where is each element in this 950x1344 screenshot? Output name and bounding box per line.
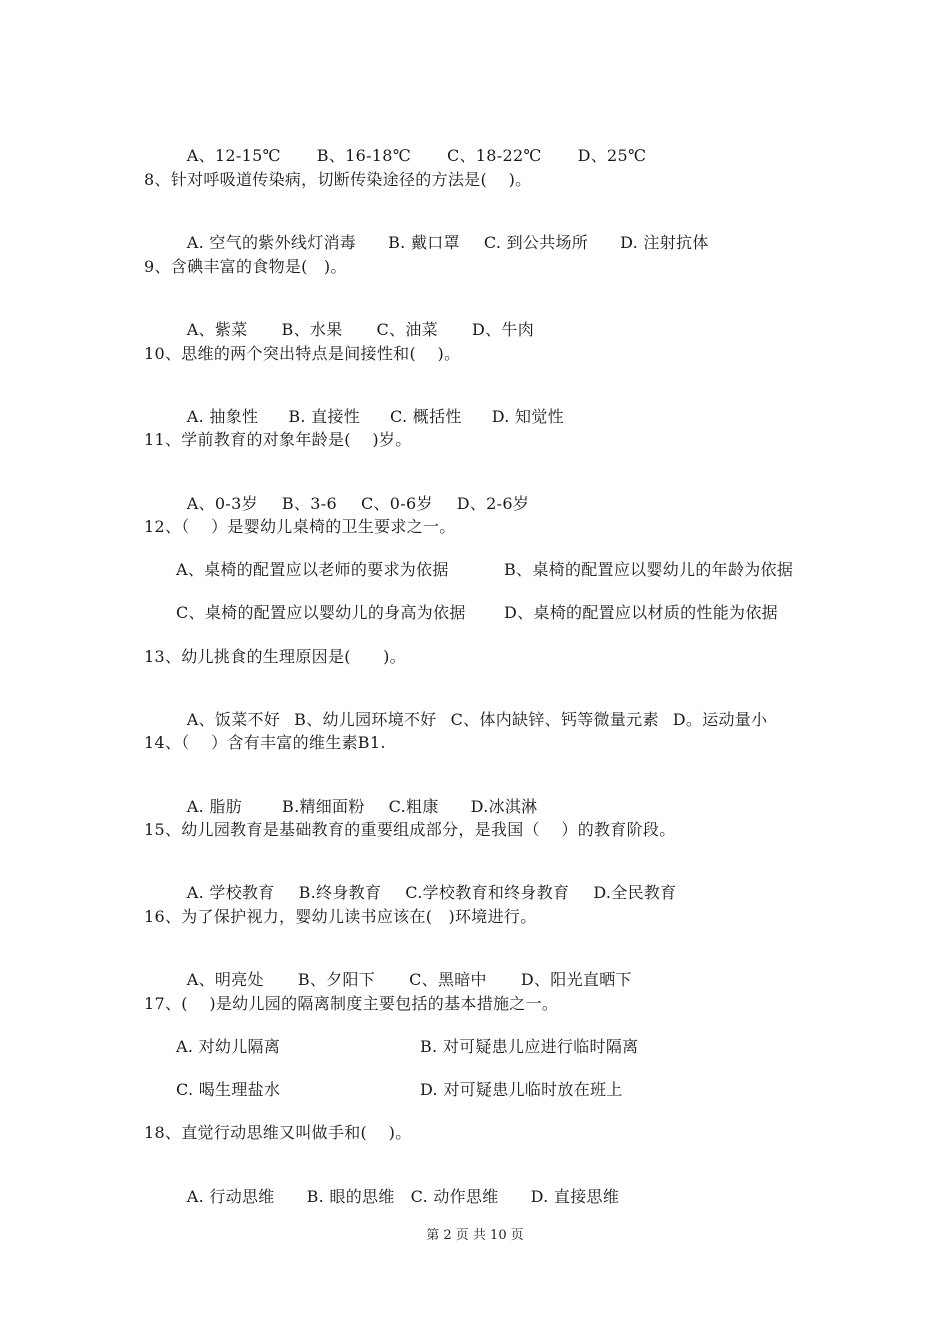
option-a: A. 脂肪 <box>186 797 243 816</box>
question-18-stem: 18、直觉行动思维又叫做手和( )。 <box>144 1123 412 1142</box>
option-c: C.粗康 <box>388 797 439 816</box>
q11-options <box>176 474 529 514</box>
q18-options <box>176 1167 619 1207</box>
option-b: B.终身教育 <box>298 883 382 902</box>
question-10-stem: 10、思维的两个突出特点是间接性和( )。 <box>144 344 461 363</box>
option-c: C. 动作思维 <box>410 1187 499 1206</box>
question-14-stem: 14、（ ）含有丰富的维生素B1. <box>144 733 386 752</box>
q15-options <box>176 863 676 903</box>
option-a: A、紫菜 <box>186 320 248 339</box>
option-d: D.全民教育 <box>593 883 677 902</box>
option-c: C. 概括性 <box>390 407 462 426</box>
option-a: A. 学校教育 <box>186 883 275 902</box>
option-a: A. 行动思维 <box>186 1187 275 1206</box>
option-b: B. 眼的思维 <box>306 1187 395 1206</box>
option-d: D、2-6岁 <box>456 494 530 513</box>
option-b: B.精细面粉 <box>282 797 365 816</box>
option-c: C、18-22℃ <box>446 146 542 165</box>
q12-option-d: D、桌椅的配置应以材质的性能为依据 <box>504 603 778 622</box>
q17-option-b: B. 对可疑患儿应进行临时隔离 <box>420 1037 639 1056</box>
q14-options <box>176 777 538 817</box>
option-d: D. 直接思维 <box>530 1187 620 1206</box>
q8-options <box>176 213 709 253</box>
q12-option-b: B、桌椅的配置应以婴幼儿的年龄为依据 <box>504 560 794 579</box>
q17-option-d: D. 对可疑患儿临时放在班上 <box>420 1080 623 1099</box>
option-d: D. 知觉性 <box>491 407 564 426</box>
question-15-stem: 15、幼儿园教育是基础教育的重要组成部分，是我国（ ）的教育阶段。 <box>144 820 676 839</box>
option-b: B、3-6 <box>281 494 337 513</box>
option-b: B. 戴口罩 <box>388 233 460 252</box>
option-d: D、25℃ <box>577 146 647 165</box>
option-d: D、牛肉 <box>471 320 534 339</box>
option-d: D、阳光直晒下 <box>520 970 632 989</box>
option-c: C、体内缺锌、钙等微量元素 <box>450 710 659 729</box>
option-a: A、饭菜不好 <box>186 710 281 729</box>
q12-option-a: A、桌椅的配置应以老师的要求为依据 <box>176 560 449 579</box>
q17-option-a: A. 对幼儿隔离 <box>176 1037 281 1056</box>
page-footer: 第 2 页 共 10 页 <box>426 1228 524 1243</box>
option-a: A、0-3岁 <box>186 494 258 513</box>
q7-options <box>176 126 646 166</box>
option-d: D。运动量小 <box>672 710 768 729</box>
option-a: A、明亮处 <box>186 970 264 989</box>
option-d: D. 注射抗体 <box>620 233 709 252</box>
q17-option-c: C. 喝生理盐水 <box>176 1080 281 1099</box>
option-d: D.冰淇淋 <box>470 797 538 816</box>
option-b: B、16-18℃ <box>316 146 411 165</box>
option-b: B、夕阳下 <box>297 970 376 989</box>
option-b: B. 直接性 <box>288 407 361 426</box>
q9-options <box>176 300 534 340</box>
option-a: A、12-15℃ <box>186 146 281 165</box>
q10-options <box>176 387 564 427</box>
option-b: B、幼儿园环境不好 <box>294 710 437 729</box>
q12-option-c: C、桌椅的配置应以婴幼儿的身高为依据 <box>176 603 466 622</box>
option-c: C.学校教育和终身教育 <box>405 883 570 902</box>
option-b: B、水果 <box>281 320 343 339</box>
question-12-stem: 12、（ ）是婴幼儿桌椅的卫生要求之一。 <box>144 517 456 536</box>
option-c: C. 到公共场所 <box>483 233 589 252</box>
option-c: C、油菜 <box>376 320 438 339</box>
question-11-stem: 11、学前教育的对象年龄是( )岁。 <box>144 430 412 449</box>
option-c: C、黑暗中 <box>409 970 487 989</box>
q16-options <box>176 950 632 990</box>
option-a: A. 抽象性 <box>186 407 259 426</box>
option-c: C、0-6岁 <box>360 494 433 513</box>
question-17-stem: 17、( )是幼儿园的隔离制度主要包括的基本措施之一。 <box>144 994 559 1013</box>
question-13-stem: 13、幼儿挑食的生理原因是( )。 <box>144 647 406 666</box>
option-a: A. 空气的紫外线灯消毒 <box>186 233 357 252</box>
question-8-stem: 8、针对呼吸道传染病，切断传染途径的方法是( )。 <box>144 170 532 189</box>
question-16-stem: 16、为了保护视力，婴幼儿读书应该在( )环境进行。 <box>144 907 537 926</box>
q13-options <box>176 690 767 730</box>
question-9-stem: 9、含碘丰富的食物是( )。 <box>144 257 347 276</box>
